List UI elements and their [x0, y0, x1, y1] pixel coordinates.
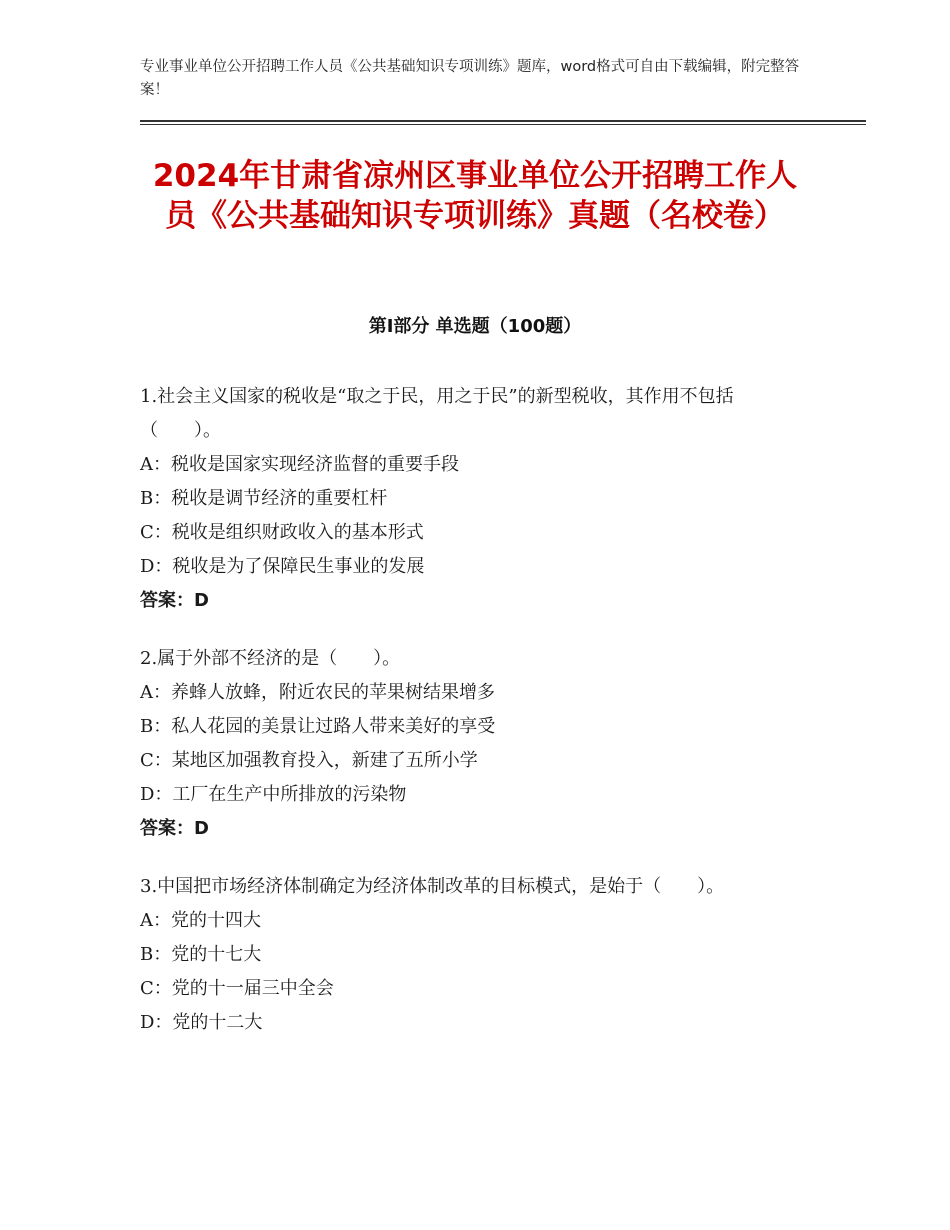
- option-d: D：工厂在生产中所排放的污染物: [140, 784, 407, 805]
- question-1: [140, 380, 810, 618]
- option-b: B：党的十七大: [140, 944, 262, 965]
- question-stem: 1.社会主义国家的税收是“取之于民，用之于民”的新型税收，其作用不包括（ ）。: [140, 386, 734, 441]
- answer: 答案：D: [140, 818, 209, 839]
- header-rule-thick: [140, 120, 866, 122]
- header-note: 专业事业单位公开招聘工作人员《公共基础知识专项训练》题库，word格式可自由下载编辑，附完整答案！: [140, 59, 800, 98]
- option-a: A：养蜂人放蜂，附近农民的苹果树结果增多: [140, 682, 495, 703]
- option-b: B：税收是调节经济的重要杠杆: [140, 488, 388, 509]
- option-d: D：税收是为了保障民生事业的发展: [140, 556, 425, 577]
- question-stem: 2.属于外部不经济的是（ ）。: [140, 648, 401, 669]
- option-c: C：党的十一届三中全会: [140, 978, 334, 999]
- question-list: [140, 380, 810, 1064]
- option-b: B：私人花园的美景让过路人带来美好的享受: [140, 716, 496, 737]
- question-3: [140, 870, 810, 1040]
- header-rule-thin: [140, 124, 866, 125]
- option-a: A：税收是国家实现经济监督的重要手段: [140, 454, 459, 475]
- question-stem: 3.中国把市场经济体制确定为经济体制改革的目标模式，是始于（ ）。: [140, 876, 725, 897]
- document-title: 2024年甘肃省凉州区事业单位公开招聘工作人员《公共基础知识专项训练》真题（名校卷）: [152, 158, 798, 234]
- option-c: C：某地区加强教育投入，新建了五所小学: [140, 750, 478, 771]
- answer: 答案：D: [140, 590, 209, 611]
- section-heading: 第Ⅰ部分 单选题（100题）: [368, 316, 582, 337]
- question-2: [140, 642, 810, 846]
- option-d: D：党的十二大: [140, 1012, 263, 1033]
- option-a: A：党的十四大: [140, 910, 261, 931]
- option-c: C：税收是组织财政收入的基本形式: [140, 522, 424, 543]
